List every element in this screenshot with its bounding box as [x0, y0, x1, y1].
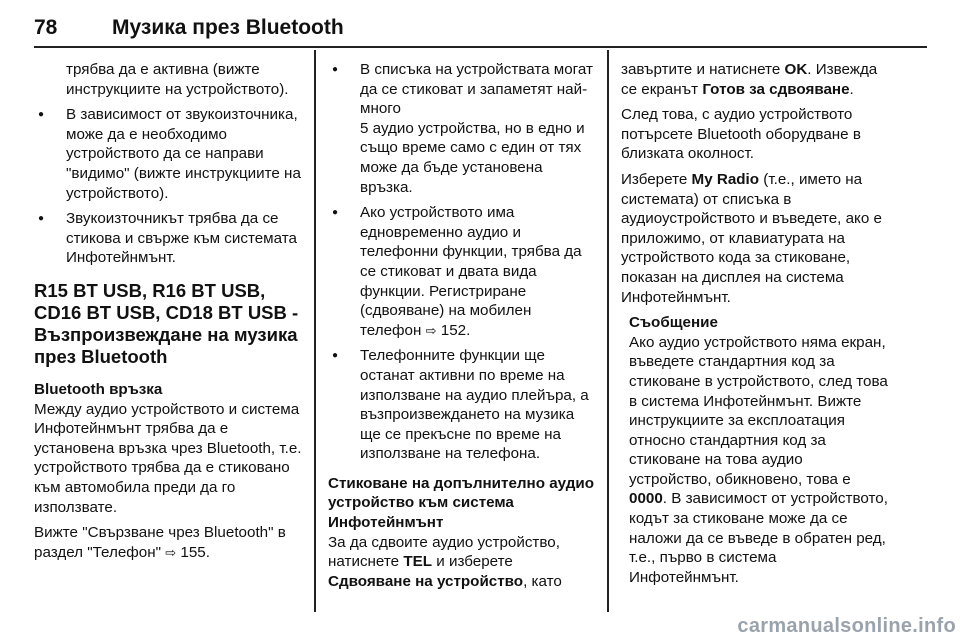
column-2 [328, 60, 596, 597]
note-block [621, 313, 889, 587]
note-text [629, 333, 889, 588]
bullet-text: 5 аудио устройства, но в едно и също време само с един от тях може да бъде установена връзка. [360, 119, 585, 196]
paragraph [621, 60, 889, 99]
section-heading: R15 BT USB, R16 BT USB, CD16 BT USB, CD18 BT USB - Възпроизвеждане на музика през Bluetooth [34, 279, 299, 367]
text: завъртите и натиснете [621, 61, 781, 78]
bullet-item: ● Звукоизточникът трябва да се стикова и свърже към системата Инфотейнмънт. [34, 209, 302, 268]
text: За да сдвоите аудио устройство, натиснете [328, 533, 560, 571]
paragraph-reference [34, 523, 302, 562]
bullet-text: Ако устройството има едновременно аудио и телефонни функции, трябва да се стиковат и двата вида функции. Регистриране (сдвояване) на мобилен телефон [360, 204, 582, 339]
bullet-item: ● В зависимост от звукоизточника, може да е необходимо устройството да се направи "видимо" (вижте инструкциите на устройството). [34, 105, 302, 203]
button-name: OK [784, 61, 808, 78]
text: (т.е., името на системата) от списъка в аудиоустройството и въведете, ако е приложимо, от клавиатурата на устройството кода за стиковане, показан на дисплея на система Инфотейнмънт. [621, 170, 882, 306]
text: . В зависимост от устройството, кодът за стиковане може да се наложи да се въведе в обратен ред, т.е., първо в система Инфотейнмънт. [629, 490, 888, 586]
default-code: 0000 [629, 490, 663, 508]
reference-page-link[interactable]: 155. [180, 543, 210, 561]
column-1 [34, 60, 302, 568]
page-header [34, 2, 927, 40]
paragraph [621, 170, 889, 307]
note-title: Съобщение [629, 314, 718, 332]
menu-item-name: Сдвояване на устройство [328, 572, 524, 590]
text: Изберете [621, 170, 688, 188]
page-reference-icon: ⇨ [425, 322, 437, 338]
bullet-item [328, 60, 596, 197]
reference-text: Вижте "Свързване чрез Bluetooth" в раздел "Телефон" [34, 524, 286, 561]
continued-text: трябва да е активна (вижте инструкциите на устройството). [66, 61, 289, 98]
text: , като [523, 572, 562, 590]
subheading: Стиковане на допълнително аудио устройство към система Инфотейнмънт [328, 474, 594, 532]
text: . [849, 80, 854, 98]
button-name: TEL [403, 553, 433, 571]
bullet-text: В списъка на устройствата могат да се стиковат и запаметят най-много [360, 61, 593, 118]
column-divider-1 [314, 50, 316, 612]
reference-page-link[interactable]: 152. [440, 321, 471, 339]
paragraph [328, 533, 596, 592]
text: и изберете [436, 553, 513, 571]
paragraph: Между аудио устройството и система Инфотейнмънт трябва да е установена връзка чрез Bluetooth, т.е. устройството трябва да е стиковано към автомобила преди да го използвате. [34, 400, 302, 516]
page-number: 78 [34, 16, 58, 39]
header-divider [34, 46, 927, 48]
column-divider-2 [607, 50, 609, 612]
system-name: My Radio [691, 170, 760, 188]
page-title: Музика през Bluetooth [112, 16, 344, 39]
text: . Извежда се екранът [621, 61, 878, 98]
column-3 [621, 60, 889, 587]
subheading: Bluetooth връзка [34, 380, 163, 398]
bullet-item: ● Телефонните функции ще останат активни по време на използване на аудио плейъра, а възпроизвеждането на музика ще се прекъсне по време на използване на телефона. [328, 346, 596, 464]
watermark-text: carmanualsonline.info [737, 615, 956, 637]
screen-name: Готов за сдвояване [702, 80, 850, 98]
bullet-item [328, 203, 596, 340]
paragraph: След това, с аудио устройството потърсете Bluetooth оборудване в близката околност. [621, 106, 861, 163]
page-reference-icon: ⇨ [165, 544, 177, 560]
text: Ако аудио устройството няма екран, въведете стандартния код за стиковане в устройството, след това в система Инфотейнмънт. Вижте инструкциите за експлоатация относно стандартния код за стиковане на това аудио устройство, обикновено, това е [629, 333, 888, 488]
